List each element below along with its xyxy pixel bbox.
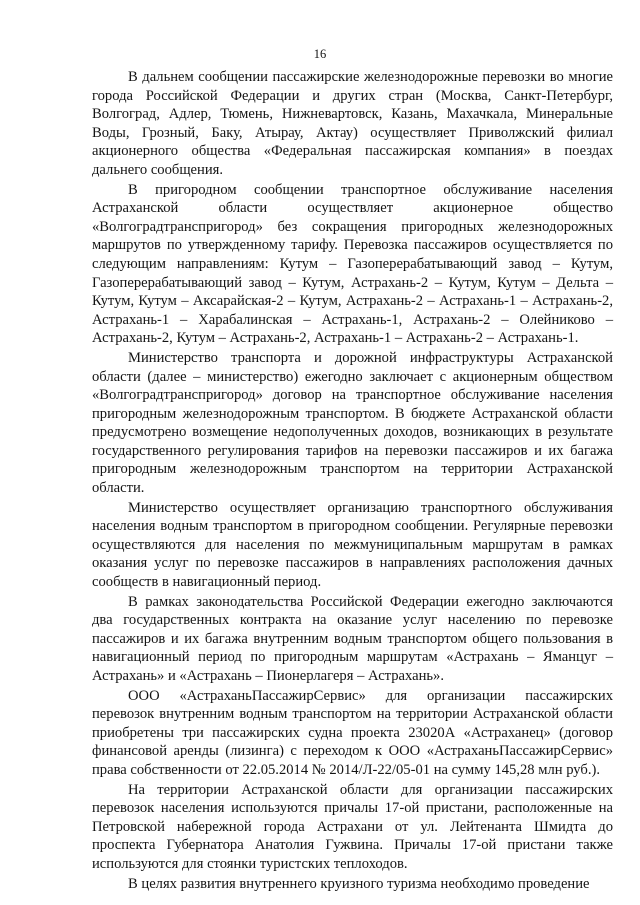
paragraph-water-transport: Министерство осуществляет организацию транспортного обслуживания населения водным транспортом в пригородном сообщении. Регулярные перевозки осуществляются для населения по межмуниципальным маршрутам в рамках оказания услуг по перевозке пассажиров в направлениях расположения дачных сообществ в навигационный период. — [92, 499, 613, 591]
body-text — [92, 68, 613, 893]
page-number: 16 — [313, 47, 327, 61]
paragraph-ministry-rail-contract: Министерство транспорта и дорожной инфраструктуры Астраханской области (далее – министерство) ежегодно заключает с акционерным обществом «Волгоградтранспригород» договор на транспортное обслуживание населения пригородным железнодорожным транспортом. В бюджете Астраханской области предусмотрено возмещение недополученных доходов, возникающих в результате государственного регулирования тарифов на перевозки пассажиров и их багажа пригородным железнодорожным транспортом на территории Астраханской области. — [92, 349, 613, 497]
paragraph-state-contracts: В рамках законодательства Российской Федерации ежегодно заключаются два государственных контракта на оказание услуг населению по перевозке пассажиров и их багажа внутренним водным транспортом общего пользования в навигационный период по пригородным маршрутам «Астрахань – Яманцуг – Астрахань» и «Астрахань – Пионерлагеря – Астрахань». — [92, 593, 613, 684]
paragraph-suburban-rail: В пригородном сообщении транспортное обслуживание населения Астраханской области осуществляет акционерное общество «Волгоградтранспригород» без сокращения пригородных железнодорожных маршрутов по утвержденному тарифу. Перевозка пассажиров осуществляется по следующим направлениям: Кутум – Газоперерабатывающий завод – Кутум, Газоперерабатывающий завод – Кутум, Астрахань-2 – Кутум, Кутум – Дельта – Кутум, Кутум – Аксарайская-2 – Кутум, Астрахань-2 – Астрахань-1 – Астрахань-2, Астрахань-1 – Харабалинская – Астрахань-1, Астрахань-2 – Олейниково – Астрахань-2, Кутум – Астрахань-2, Астрахань-1 – Астрахань-2 – Астрахань-1. — [92, 181, 613, 347]
paragraph-piers: На территории Астраханской области для организации пассажирских перевозок населения используются причалы 17-ой пристани, расположенные на Петровской набережной города Астрахани от ул. Лейтенанта Шмидта до проспекта Губернатора Анатолия Гужвина. Причалы 17-ой пристани также используются для стоянки туристских теплоходов. — [92, 781, 613, 872]
paragraph-cruise-tourism: В целях развития внутреннего круизного туризма необходимо проведение — [128, 875, 590, 892]
paragraph-passenger-vessels: ООО «АстраханьПассажирСервис» для организации пассажирских перевозок внутренним водным транспортом на территории Астраханской области приобретены три пассажирских судна проекта 23020А «Астраханец» (договор финансовой аренды (лизинга) с переходом к ООО «АстраханьПассажирСервис» права собственности от 22.05.2014 № 2014/Л-22/05-01 на сумму 145,28 млн руб.). — [92, 687, 613, 778]
paragraph-long-distance-rail: В дальнем сообщении пассажирские железнодорожные перевозки во многие города Российской Федерации и других стран (Москва, Санкт-Петербург, Волгоград, Адлер, Тюмень, Нижневартовск, Казань, Махачкала, Минеральные Воды, Грозный, Баку, Атырау, Актау) осуществляет Приволжский филиал акционерного общества «Федеральная пассажирская компания» в поездах дальнего сообщения. — [92, 69, 613, 178]
